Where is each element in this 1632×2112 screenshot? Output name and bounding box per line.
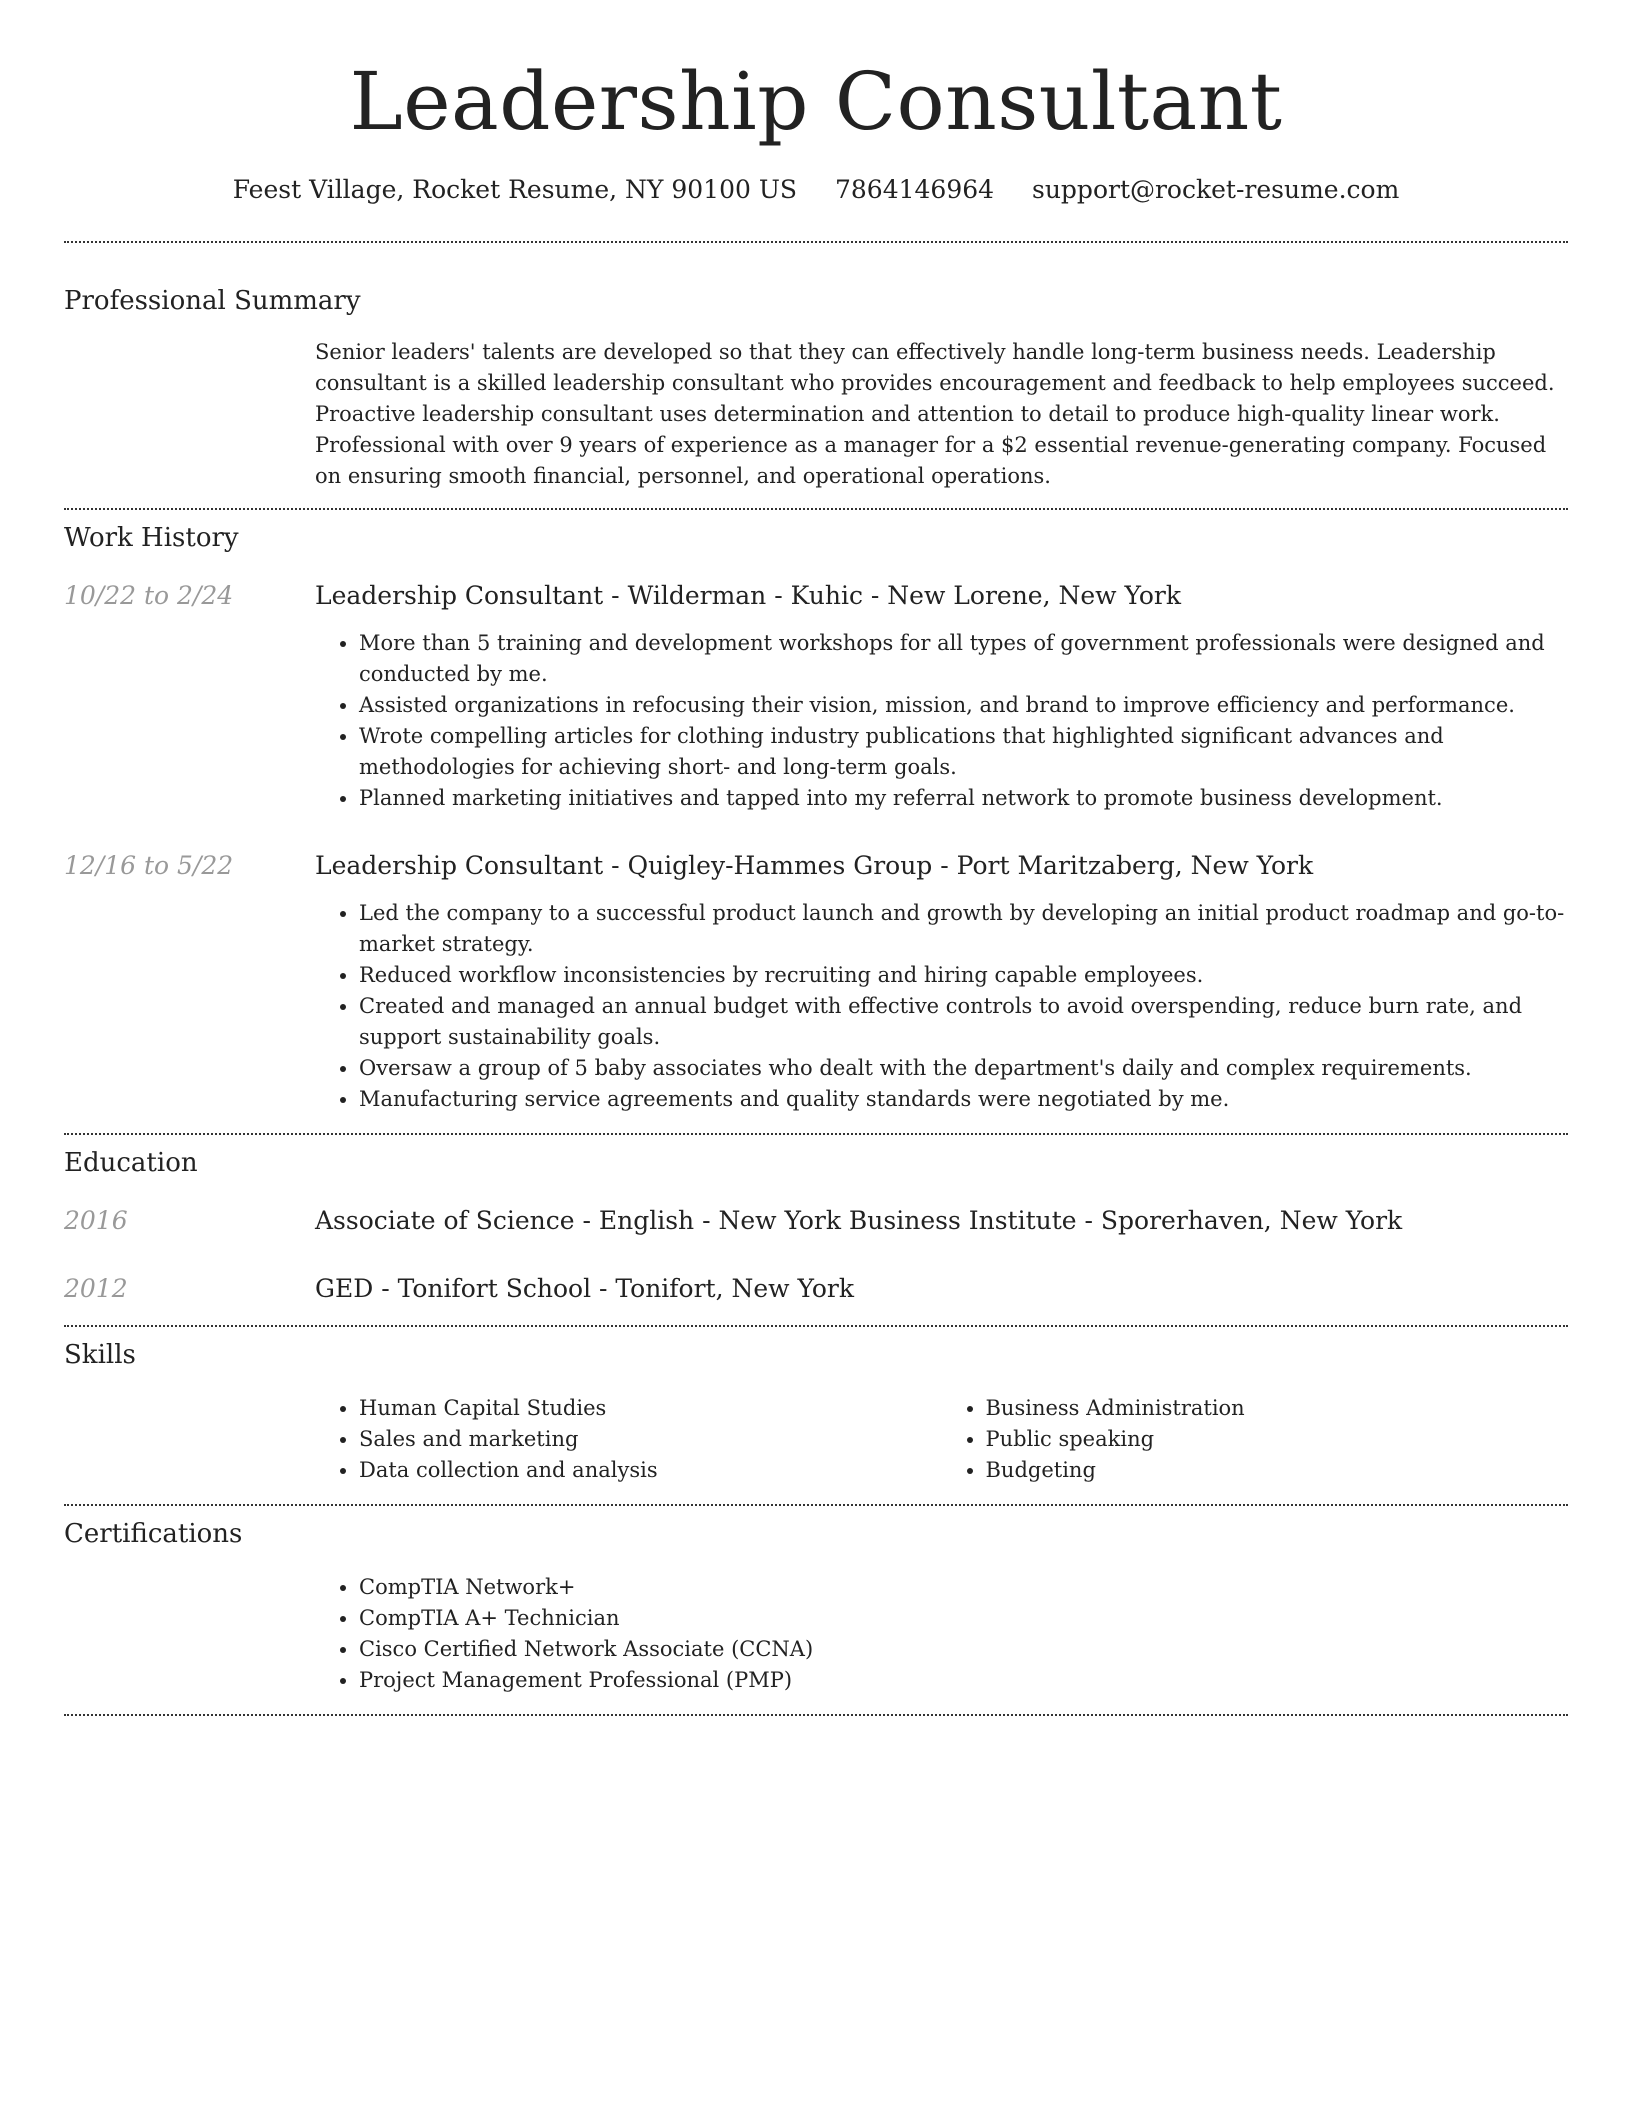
skills-heading: Skills <box>64 1340 136 1370</box>
list-item: • Project Management Professional (PMP) <box>359 1665 1568 1696</box>
list-item: • CompTIA Network+ <box>359 1572 1568 1603</box>
job-entry <box>64 848 1568 1115</box>
education-divider <box>64 1325 1568 1327</box>
list-item: • Planned marketing initiatives and tapped into my referral network to promote business development. <box>359 783 1568 814</box>
work-section <box>64 520 1568 1115</box>
skills-list-left <box>315 1393 942 1486</box>
job-bullets <box>315 628 1568 814</box>
skills-section <box>64 1337 1568 1486</box>
job-bullets <box>315 898 1568 1115</box>
certifications-list <box>315 1572 1568 1696</box>
education-entry <box>64 1271 1568 1307</box>
contact-email: support@rocket-resume.com <box>1032 175 1400 204</box>
contact-phone: 7864146964 <box>834 175 995 204</box>
contact-line <box>64 170 1568 210</box>
job-title: Leadership Consultant - Quigley-Hammes Group - Port Maritzaberg, New York <box>315 851 1314 880</box>
education-title: Associate of Science - English - New York Business Institute - Sporerhaven, New York <box>315 1206 1403 1235</box>
list-item: • More than 5 training and development workshops for all types of government professionals were designed and conducted by me. <box>359 628 1568 690</box>
list-item: • Oversaw a group of 5 baby associates who dealt with the department's daily and complex requirements. <box>359 1053 1568 1084</box>
certifications-left-spacer <box>64 1572 315 1696</box>
job-entry <box>64 578 1568 814</box>
skills-left-spacer <box>64 1393 315 1486</box>
list-item: • Public speaking <box>986 1424 1569 1455</box>
job-title: Leadership Consultant - Wilderman - Kuhic - New Lorene, New York <box>315 581 1181 610</box>
contact-address: Feest Village, Rocket Resume, NY 90100 US <box>232 175 798 204</box>
certifications-divider <box>64 1714 1568 1716</box>
summary-heading: Professional Summary <box>64 286 361 316</box>
list-item: • Led the company to a successful product launch and growth by developing an initial product roadmap and go-to-market strategy. <box>359 898 1568 960</box>
list-item: • Human Capital Studies <box>359 1393 942 1424</box>
skills-divider <box>64 1504 1568 1506</box>
list-item: • Reduced workflow inconsistencies by recruiting and hiring capable employees. <box>359 960 1568 991</box>
summary-text: Senior leaders' talents are developed so that they can effectively handle long-term business needs. Leadership consultant is a skilled leadership consultant who provides encouragement and feedback to help employees succeed. Proactive leadership consultant uses determination and attention to detail to produce high-quality linear work. Professional with over 9 years of experience as a manager for a $2 essential revenue-generating company. Focused on ensuring smooth financial, personnel, and operational operations. <box>315 340 1555 488</box>
list-item: • Business Administration <box>986 1393 1569 1424</box>
education-entry <box>64 1203 1568 1239</box>
work-heading: Work History <box>64 523 239 553</box>
education-section <box>64 1145 1568 1307</box>
certifications-heading: Certifications <box>64 1519 243 1549</box>
list-item: • Cisco Certified Network Associate (CCNA) <box>359 1634 1568 1665</box>
certifications-section <box>64 1516 1568 1696</box>
list-item: • Sales and marketing <box>359 1424 942 1455</box>
job-dates: 12/16 to 5/22 <box>64 851 234 880</box>
list-item: • CompTIA A+ Technician <box>359 1603 1568 1634</box>
education-title: GED - Tonifort School - Tonifort, New York <box>315 1274 854 1303</box>
list-item: • Data collection and analysis <box>359 1455 942 1486</box>
education-heading: Education <box>64 1148 198 1178</box>
list-item: • Manufacturing service agreements and quality standards were negotiated by me. <box>359 1084 1568 1115</box>
work-divider <box>64 1133 1568 1135</box>
candidate-name: Leadership Consultant <box>349 55 1283 148</box>
list-item: • Wrote compelling articles for clothing industry publications that highlighted significant advances and methodologies for achieving short- and long-term goals. <box>359 721 1568 783</box>
header-divider <box>64 241 1568 243</box>
skills-list-right <box>942 1393 1569 1486</box>
summary-divider <box>64 508 1568 510</box>
job-dates: 10/22 to 2/24 <box>64 581 234 610</box>
summary-left-spacer <box>64 337 315 492</box>
summary-section <box>64 283 1568 492</box>
list-item: • Assisted organizations in refocusing their vision, mission, and brand to improve efficiency and performance. <box>359 690 1568 721</box>
education-year: 2016 <box>64 1206 128 1235</box>
education-year: 2012 <box>64 1274 128 1303</box>
list-item: • Created and managed an annual budget with effective controls to avoid overspending, reduce burn rate, and support sustainability goals. <box>359 991 1568 1053</box>
list-item: • Budgeting <box>986 1455 1569 1486</box>
